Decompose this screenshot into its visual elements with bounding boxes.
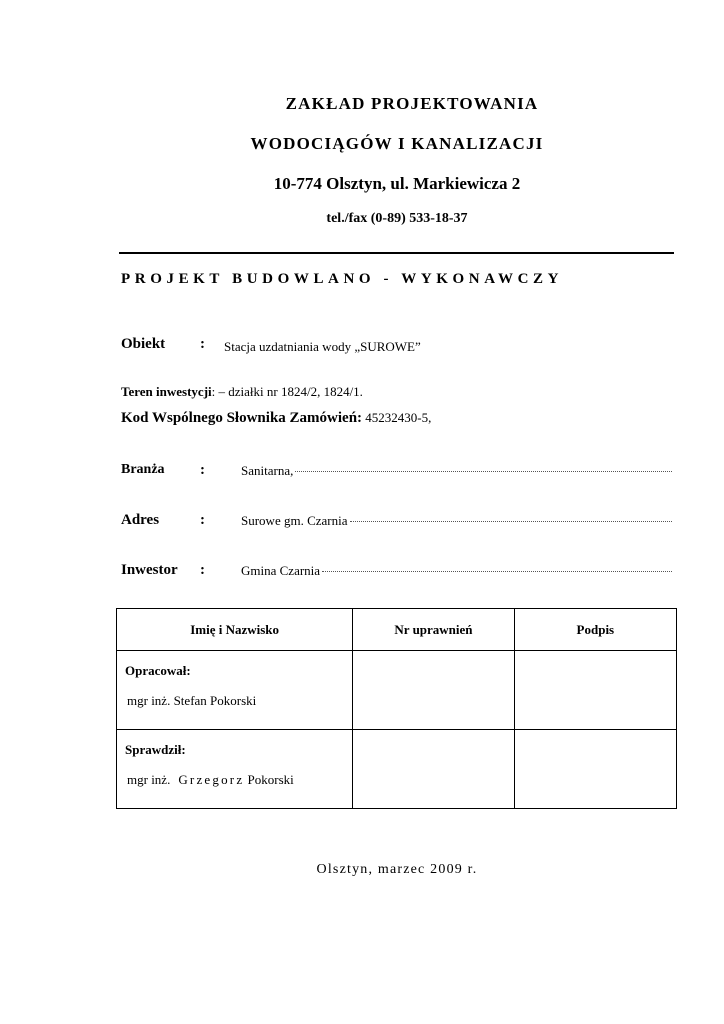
obiekt-value: Stacja uzdatniania wody „SUROWE” [224, 339, 421, 354]
person-lastname: Pokorski [247, 772, 294, 787]
kod-line [121, 410, 431, 427]
person-firstname: Grzegorz [178, 772, 245, 787]
dotted-leader [295, 471, 672, 472]
company-address: 10-774 Olsztyn, ul. Markiewicza 2 [273, 174, 521, 193]
table-cell-license [353, 730, 514, 809]
inwestor-value: Gmina Czarnia [241, 563, 321, 578]
person-name [117, 758, 352, 788]
signature-table [116, 608, 677, 809]
dotted-leader [350, 521, 672, 522]
table-row [117, 651, 677, 730]
table-cell-signature [514, 651, 676, 730]
adres-row [241, 513, 672, 529]
inwestor-colon: : [200, 562, 205, 578]
person-title: mgr inż. [127, 772, 171, 787]
person-title: mgr inż. [127, 693, 171, 708]
role-label: Sprawdził: [125, 742, 186, 757]
inwestor-label: Inwestor [121, 562, 178, 578]
kod-value: 45232430-5, [362, 410, 432, 425]
company-name-line2: WODOCIĄGÓW I KANALIZACJI [250, 134, 544, 153]
adres-value: Surowe gm. Czarnia [241, 513, 348, 528]
header-name: Imię i Nazwisko [117, 609, 353, 651]
company-phone: tel./fax (0-89) 533-18-37 [326, 211, 468, 226]
kod-label: Kod Wspólnego Słownika Zamówień: [121, 410, 363, 426]
person-fullname: Stefan Pokorski [173, 693, 257, 708]
teren-line [121, 384, 363, 400]
header-license: Nr uprawnień [353, 609, 514, 651]
dotted-leader [322, 571, 672, 572]
table-cell-person [117, 730, 353, 809]
obiekt-colon: : [200, 336, 205, 352]
table-cell-person [117, 651, 353, 730]
teren-label: Teren inwestycji [121, 384, 212, 399]
table-cell-license [353, 651, 514, 730]
person-name [117, 679, 352, 709]
branza-label: Branża [121, 462, 165, 477]
branza-value: Sanitarna, [241, 463, 294, 478]
project-title: PROJEKT BUDOWLANO - WYKONAWCZY [121, 271, 564, 287]
adres-label: Adres [121, 512, 160, 528]
table-header-row [117, 609, 677, 651]
branza-colon: : [200, 462, 205, 478]
role-label: Opracował: [125, 663, 191, 678]
table-row [117, 730, 677, 809]
adres-colon: : [200, 512, 205, 528]
header-divider [119, 252, 674, 254]
teren-value: : – działki nr 1824/2, 1824/1. [211, 384, 363, 399]
obiekt-label: Obiekt [121, 336, 166, 352]
branza-row [241, 463, 672, 479]
company-name-line1: ZAKŁAD PROJEKTOWANIA [285, 94, 539, 113]
inwestor-row [241, 563, 672, 579]
header-signature: Podpis [514, 609, 676, 651]
place-date: Olsztyn, marzec 2009 r. [316, 862, 478, 877]
table-cell-signature [514, 730, 676, 809]
